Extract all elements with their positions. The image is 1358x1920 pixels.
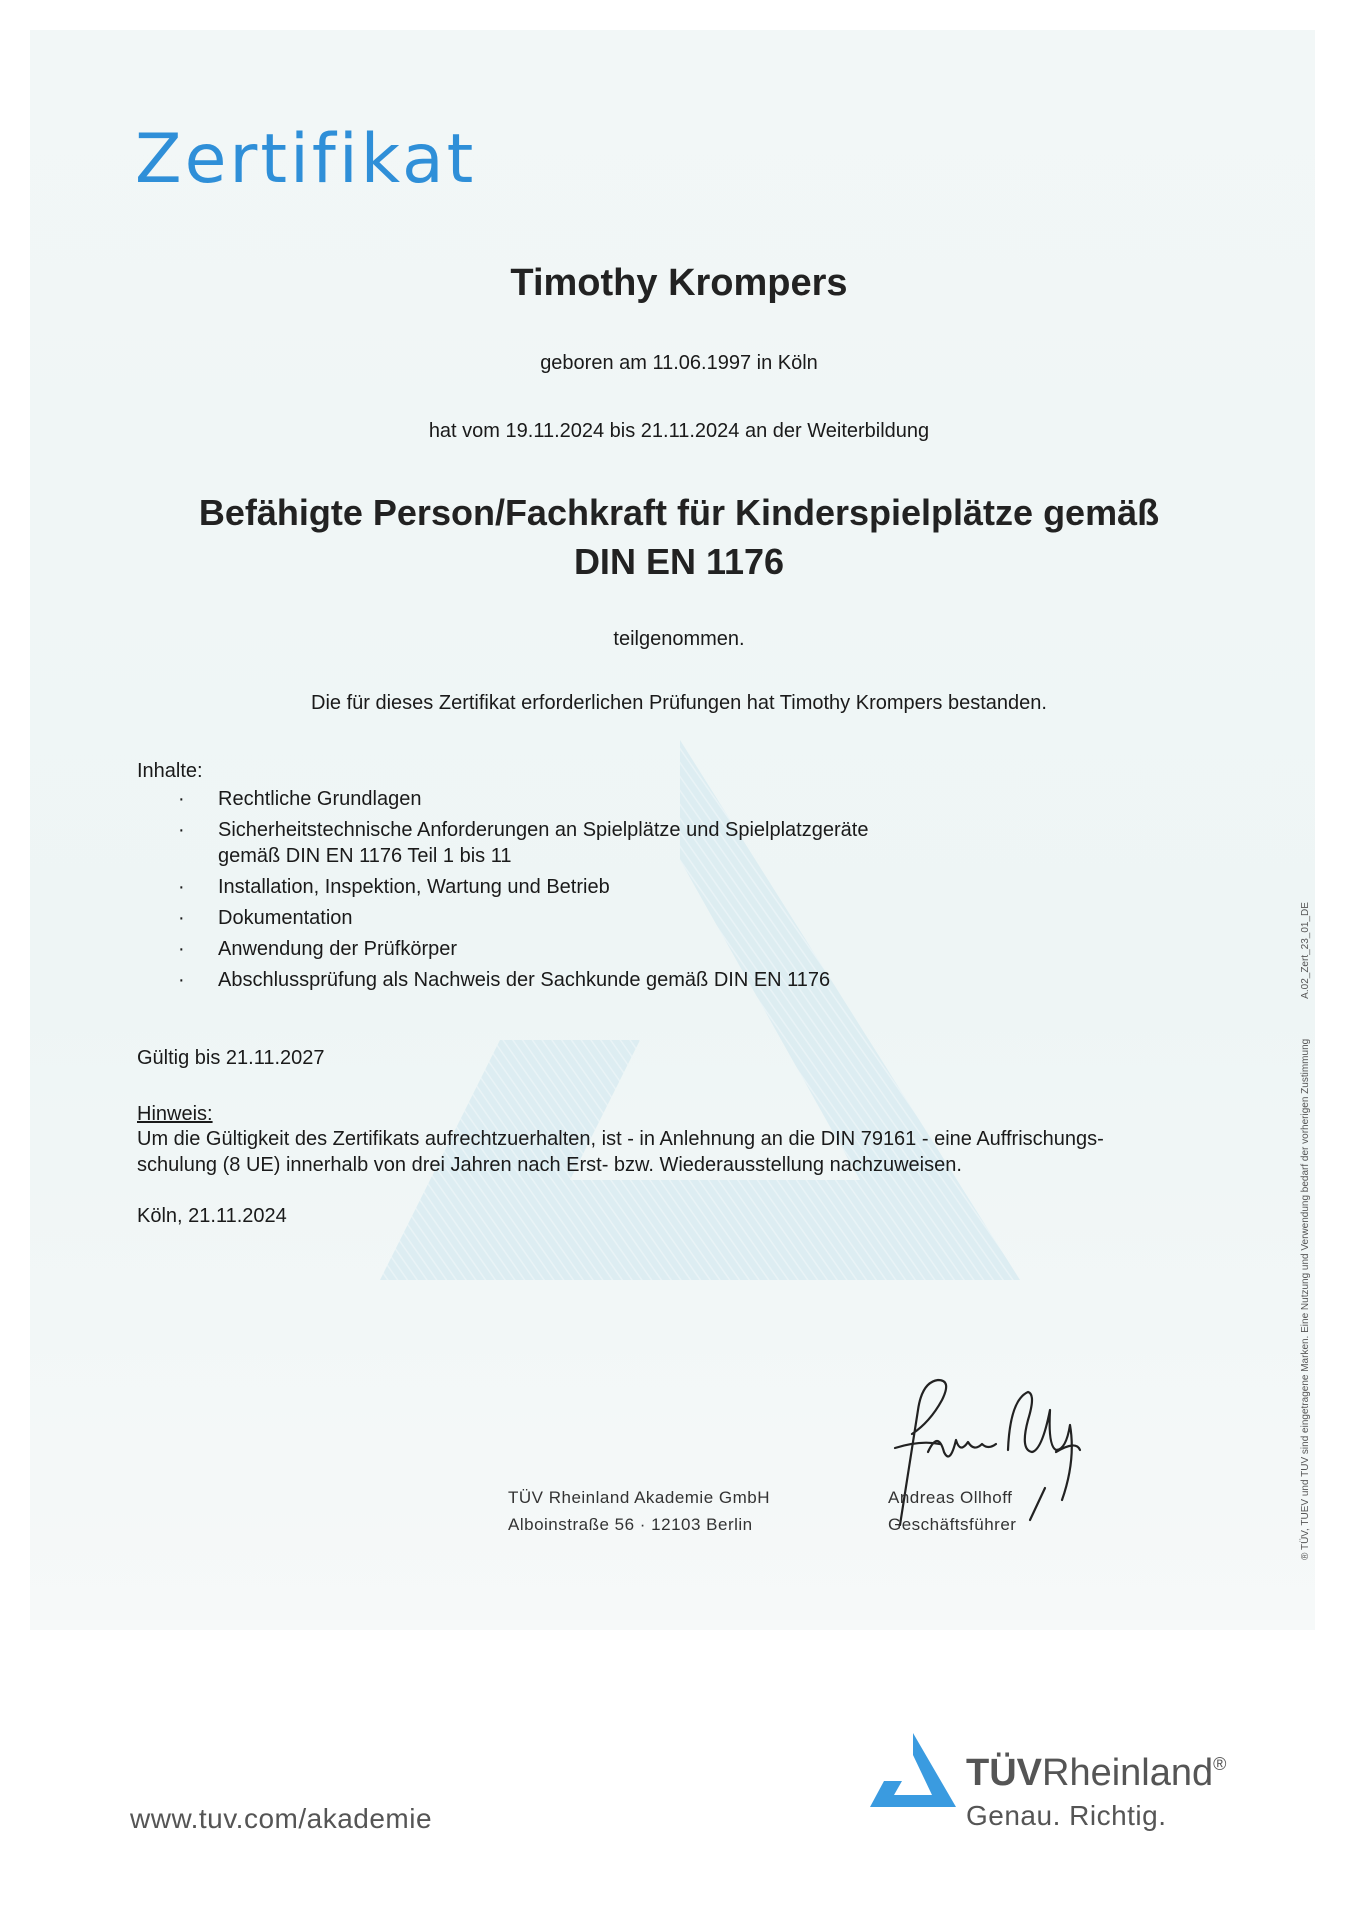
list-item-text: Anwendung der Prüfkörper bbox=[218, 938, 458, 960]
issuer-company: TÜV Rheinland Akademie GmbH bbox=[508, 1488, 771, 1507]
list-item bbox=[178, 905, 868, 931]
signer-block bbox=[888, 1484, 1016, 1538]
training-period: hat vom 19.11.2024 bis 21.11.2024 an der Weiterbildung bbox=[428, 420, 930, 442]
note-line-2: schulung (8 UE) innerhalb von drei Jahren nach Erst- bzw. Wiederausstellung nachzuweisen. bbox=[137, 1154, 962, 1176]
place-and-date: Köln, 21.11.2024 bbox=[137, 1205, 287, 1227]
list-item-text: Abschlussprüfung als Nachweis der Sachkunde gemäß DIN EN 1176 bbox=[218, 969, 831, 991]
brand-slogan: Genau. Richtig. bbox=[966, 1800, 1167, 1831]
course-title bbox=[0, 488, 1358, 586]
list-item bbox=[178, 936, 868, 962]
bullet: · bbox=[178, 907, 185, 929]
document-code: A.02_Zert_23_01_DE bbox=[1300, 902, 1311, 999]
legal-trademark-text: ® TÜV, TUEV und TUV sind eingetragene Marken. Eine Nutzung und Verwendung bedarf der vorherigen Zustimmung bbox=[1300, 1038, 1311, 1560]
contents-list bbox=[178, 786, 868, 998]
tuv-rheinland-logo-text bbox=[966, 1752, 1226, 1795]
list-item bbox=[178, 967, 868, 993]
list-item-text: Dokumentation bbox=[218, 907, 353, 929]
certificate-title: Zertifikat bbox=[135, 120, 477, 199]
registered-mark: ® bbox=[1213, 1754, 1227, 1774]
tuv-triangle-logo-icon bbox=[870, 1733, 956, 1807]
validity-date: Gültig bis 21.11.2027 bbox=[137, 1047, 325, 1069]
contents-label: Inhalte: bbox=[137, 760, 203, 782]
signer-role: Geschäftsführer bbox=[888, 1515, 1017, 1534]
issuer-block bbox=[508, 1484, 770, 1538]
list-item-text: Installation, Inspektion, Wartung und Betrieb bbox=[218, 876, 610, 898]
bullet: · bbox=[178, 969, 185, 991]
list-item-text-continued: gemäß DIN EN 1176 Teil 1 bis 11 bbox=[218, 845, 512, 867]
recipient-birth-info: geboren am 11.06.1997 in Köln bbox=[540, 352, 818, 374]
footer-website: www.tuv.com/akademie bbox=[130, 1803, 433, 1834]
note-text bbox=[137, 1126, 1217, 1178]
course-title-line-2: DIN EN 1176 bbox=[573, 541, 785, 582]
list-item bbox=[178, 817, 868, 869]
list-item bbox=[178, 874, 868, 900]
list-item-text: Sicherheitstechnische Anforderungen an Spielplätze und Spielplatzgeräte bbox=[218, 819, 869, 841]
exam-passed-statement: Die für dieses Zertifikat erforderlichen Prüfungen hat Timothy Krompers bestanden. bbox=[311, 692, 1047, 714]
bullet: · bbox=[178, 788, 185, 810]
note-heading: Hinweis: bbox=[137, 1103, 213, 1125]
brand-bold: TÜV bbox=[966, 1752, 1042, 1794]
issuer-address: Alboinstraße 56 · 12103 Berlin bbox=[508, 1515, 753, 1534]
bullet: · bbox=[178, 938, 185, 960]
brand-rest: Rheinland bbox=[1042, 1752, 1214, 1794]
bullet: · bbox=[178, 819, 185, 841]
note-line-1: Um die Gültigkeit des Zertifikats aufrechtzuerhalten, ist - in Anlehnung an die DIN 79161 - eine Auffrischungs- bbox=[137, 1128, 1104, 1150]
side-legal-notice bbox=[1300, 680, 1311, 1560]
recipient-name: Timothy Krompers bbox=[510, 262, 848, 304]
list-item-text: Rechtliche Grundlagen bbox=[218, 788, 422, 810]
bullet: · bbox=[178, 876, 185, 898]
list-item bbox=[178, 786, 868, 812]
participation-statement: teilgenommen. bbox=[613, 628, 745, 650]
course-title-line-1: Befähigte Person/Fachkraft für Kinderspielplätze gemäß bbox=[198, 492, 1160, 533]
signer-name: Andreas Ollhoff bbox=[888, 1488, 1013, 1507]
